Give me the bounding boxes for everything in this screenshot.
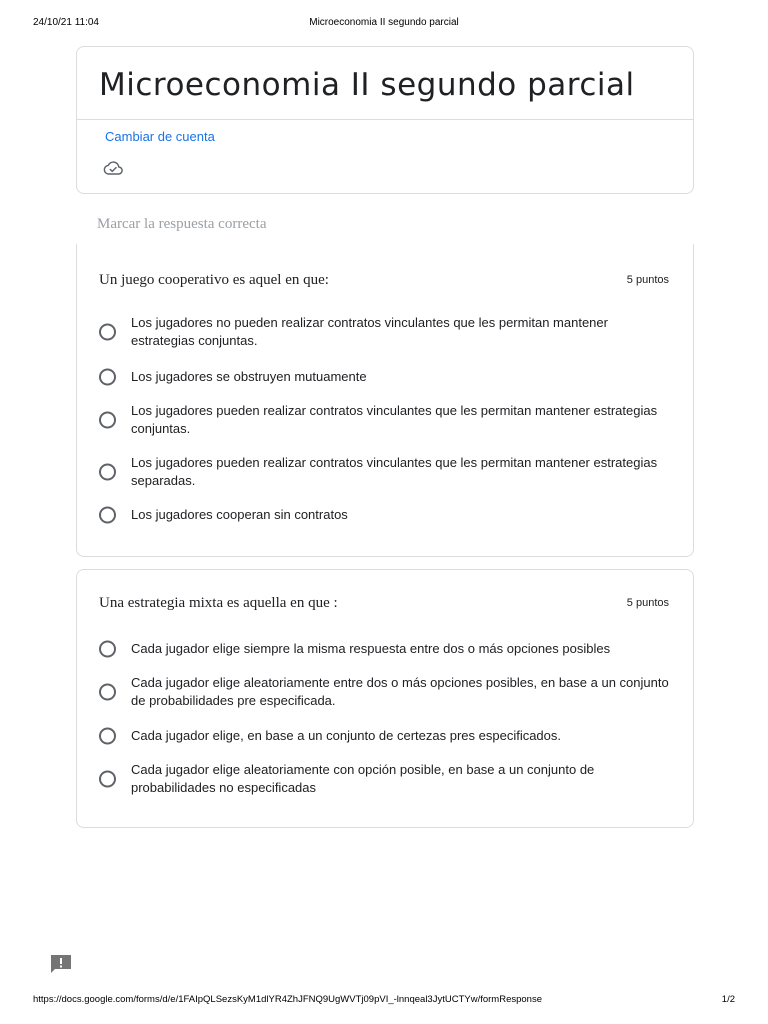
option-label: Cada jugador elige, en base a un conjunto de certezas pres especificados. bbox=[131, 728, 562, 743]
radio-button[interactable] bbox=[99, 771, 116, 788]
radio-button[interactable] bbox=[99, 412, 116, 429]
switch-account-link[interactable]: Cambiar de cuenta bbox=[105, 129, 215, 144]
section-description: Marcar la respuesta correcta bbox=[97, 216, 267, 232]
radio-option[interactable] bbox=[99, 454, 669, 490]
question-card bbox=[76, 569, 694, 828]
radio-button[interactable] bbox=[99, 684, 116, 701]
radio-option[interactable] bbox=[99, 367, 669, 387]
question-title: Una estrategia mixta es aquella en que : bbox=[99, 595, 338, 611]
form-title: Microeconomia II segundo parcial bbox=[99, 67, 635, 103]
question-title: Un juego cooperativo es aquel en que: bbox=[99, 272, 329, 288]
print-page-number: 1/2 bbox=[721, 994, 735, 1005]
radio-option[interactable] bbox=[99, 761, 669, 797]
radio-button[interactable] bbox=[99, 641, 116, 658]
radio-option[interactable] bbox=[99, 505, 669, 525]
radio-option[interactable] bbox=[99, 674, 669, 710]
radio-button[interactable] bbox=[99, 507, 116, 524]
print-url: https://docs.google.com/forms/d/e/1FAIpQLSezsKyM1dlYR4ZhJFNQ9UgWVTj09pVI_-lnnqeal3JytUCTYw/formResponse bbox=[33, 994, 542, 1005]
option-label: Cada jugador elige aleatoriamente con opción posible, en base a un conjunto de probabilidades no especificadas bbox=[131, 762, 595, 795]
question-card bbox=[76, 244, 694, 557]
form-header-card bbox=[76, 46, 694, 194]
question-points: 5 puntos bbox=[626, 274, 669, 286]
print-header bbox=[0, 17, 768, 31]
print-doc-title: Microeconomia II segundo parcial bbox=[309, 17, 459, 28]
option-label: Los jugadores pueden realizar contratos vinculantes que les permitan mantener estrategias conjuntas. bbox=[131, 403, 658, 436]
radio-button[interactable] bbox=[99, 324, 116, 341]
option-label: Cada jugador elige siempre la misma respuesta entre dos o más opciones posibles bbox=[131, 641, 611, 656]
option-label: Los jugadores se obstruyen mutuamente bbox=[131, 369, 367, 384]
radio-option[interactable] bbox=[99, 314, 669, 350]
radio-option[interactable] bbox=[99, 726, 669, 746]
radio-button[interactable] bbox=[99, 369, 116, 386]
option-label: Los jugadores no pueden realizar contratos vinculantes que les permitan mantener estrategias conjuntas. bbox=[131, 315, 608, 348]
option-label: Cada jugador elige aleatoriamente entre dos o más opciones posibles, en base a un conjunto de probabilidades pre especificada. bbox=[131, 675, 669, 708]
header-divider bbox=[77, 119, 693, 120]
option-label: Los jugadores pueden realizar contratos vinculantes que les permitan mantener estrategias separadas. bbox=[131, 455, 658, 488]
cloud-check-icon bbox=[102, 158, 124, 178]
question-points: 5 puntos bbox=[626, 597, 669, 609]
option-label: Los jugadores cooperan sin contratos bbox=[131, 507, 348, 522]
radio-option[interactable] bbox=[99, 639, 669, 659]
radio-button[interactable] bbox=[99, 728, 116, 745]
radio-option[interactable] bbox=[99, 402, 669, 438]
radio-button[interactable] bbox=[99, 464, 116, 481]
print-timestamp: 24/10/21 11:04 bbox=[33, 17, 99, 28]
feedback-icon[interactable] bbox=[49, 953, 73, 975]
